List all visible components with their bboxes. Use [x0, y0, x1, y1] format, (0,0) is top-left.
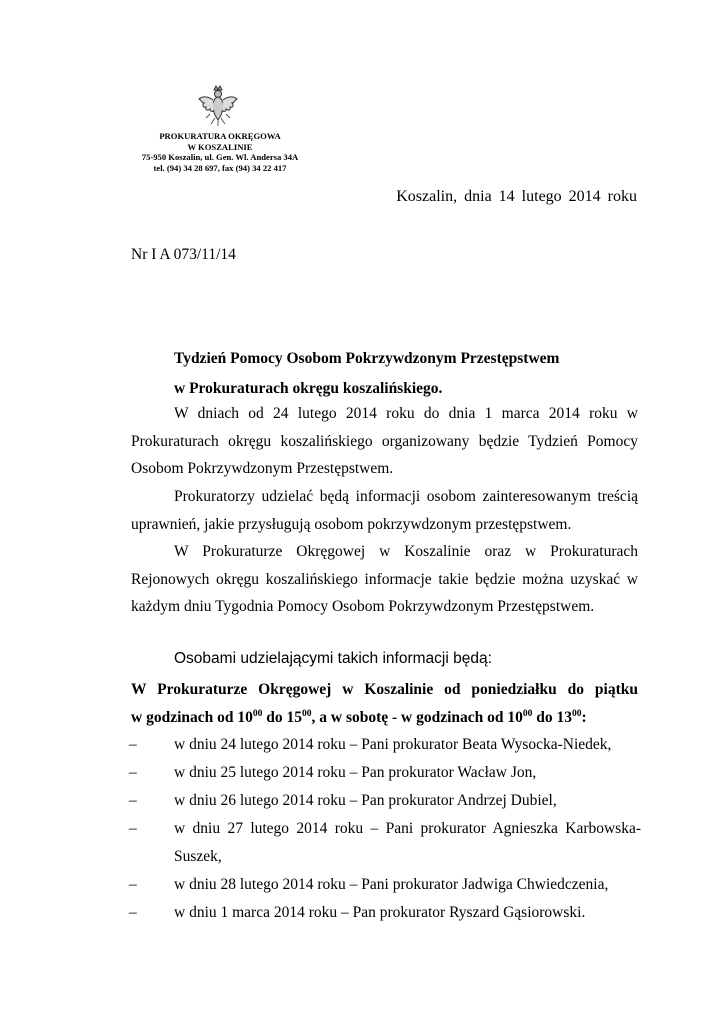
document-title-line1: Tydzień Pomocy Osobom Pokrzywdzonym Przestępstwem: [174, 350, 560, 367]
office-name: PROKURATURA OKRĘGOWA: [159, 131, 281, 141]
list-item-text: w dniu 25 lutego 2014 roku – Pan prokurator Wacław Jon,: [174, 764, 537, 781]
office-contact: tel. (94) 34 28 697, fax (94) 34 22 417: [153, 162, 287, 173]
list-dash: –: [129, 820, 137, 837]
list-item-text: w dniu 28 lutego 2014 roku – Pani prokurator Jadwiga Chwiedczenia,: [174, 876, 609, 893]
list-dash: –: [129, 904, 137, 921]
paragraph-prosecutors: Prokuratorzy udzielać będą informacji osobom zainteresowanym treścią uprawnień, jakie przysługują osobom pokrzywdzonym przestępstwem.: [131, 488, 638, 533]
reference-number: Nr I A 073/11/14: [131, 246, 236, 263]
office-hours-line1: W Prokuraturze Okręgowej w Koszalinie od poniedziałku do piątku: [131, 681, 638, 698]
list-dash: –: [129, 876, 137, 893]
office-address: 75-950 Koszalin, ul. Gen. Wl. Andersa 34A: [141, 152, 299, 163]
paragraph-locations: W Prokuraturze Okręgowej w Koszalinie oraz w Prokuraturach Rejonowych okręgu koszalińskiego informacje takie będzie można uzyskać w każdym dniu Tygodnia Pomocy Osobom Pokrzywdzonym Przestępstwem.: [131, 543, 638, 615]
list-item-text: w dniu 26 lutego 2014 roku – Pan prokurator Andrzej Dubiel,: [174, 792, 557, 809]
list-dash: –: [129, 792, 137, 809]
list-item-text: w dniu 24 lutego 2014 roku – Pani prokurator Beata Wysocka-Niedek,: [174, 736, 612, 753]
office-hours: [131, 676, 638, 731]
paragraph-list-intro: Osobami udzielającymi takich informacji będą:: [174, 650, 492, 667]
office-header: [120, 131, 320, 173]
list-item-text: w dniu 1 marca 2014 roku – Pan prokurator Ryszard Gąsiorowski.: [174, 904, 586, 921]
list-dash: –: [129, 764, 137, 781]
office-hours-line2: w godzinach od $10^{00}$ do $15^{00}$, a w sobotę - w godzinach od $10^{00}$ do $13^{00}$:: [131, 708, 587, 726]
document-title-line2: w Prokuraturach okręgu koszalińskiego.: [174, 380, 443, 397]
list-dash: –: [129, 736, 137, 753]
paragraph-intro: W dniach od 24 lutego 2014 roku do dnia 1 marca 2014 roku w Prokuraturach okręgu koszalińskiego organizowany będzie Tydzień Pomocy Osobom Pokrzywdzonym Przestępstwem.: [131, 405, 638, 477]
list-item-continuation: Suszek,: [174, 848, 222, 865]
list-item-text: w dniu 27 lutego 2014 roku – Pani prokurator Agnieszka Karbowska-: [174, 820, 641, 837]
polish-eagle-emblem-icon: [196, 84, 240, 128]
office-city: W KOSZALINIE: [187, 141, 253, 152]
date-line: Koszalin, dnia 14 lutego 2014 roku: [396, 188, 637, 205]
